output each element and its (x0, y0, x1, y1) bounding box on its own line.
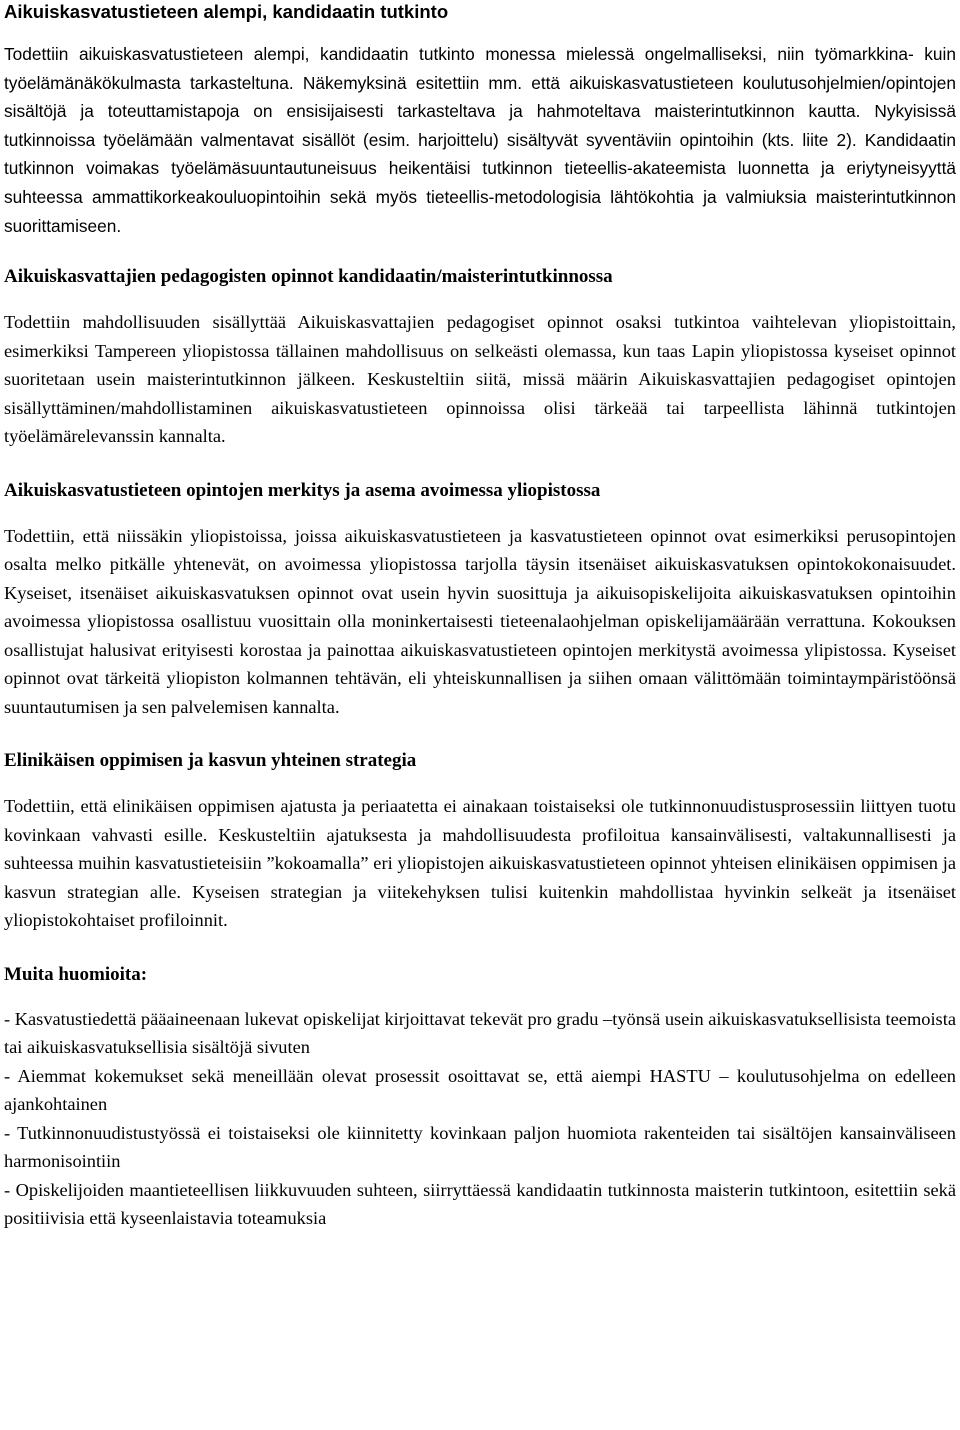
section-bachelor-degree (4, 0, 956, 240)
section-paragraph: Todettiin aikuiskasvatustieteen alempi, kandidaatin tutkinto monessa mielessä ongelmalliseksi, niin työmarkkina- kuin työelämänäkökulmasta tarkasteltuna. Näkemyksinä esitettiin mm. että aikuiskasvatustieteen koulutusohjelmien/opintojen sisältöjä ja toteuttamistapoja on ensisijaisesti tarkasteltava ja hahmoteltava maisterintutkinnon kautta. Nykyisissä tutkinnoissa työelämään valmentavat sisällöt (esim. harjoittelu) sisältyvät syventäviin opintoihin (kts. liite 2). Kandidaatin tutkinnon voimakas työelämäsuuntautuneisuus heikentäisi tutkinnon tieteellis-akateemista luonnetta ja eriytyneisyyttä suhteessa ammattikorkeakouluopintoihin sekä myös tieteellis-metodologisia lähtökohtia ja valmiuksia maisterintutkinnon suorittamiseen. (4, 44, 956, 236)
section-paragraph: Todettiin, että niissäkin yliopistoissa, joissa aikuiskasvatustieteen ja kasvatustieteen opinnot ovat esimerkiksi perusopintojen osalta melko pitkälle yhtenevät, on avoimessa yliopistossa tarjolla täysin itsenäiset aikuiskasvatuksen opintokokonaisuudet. Kyseiset, itsenäiset aikuiskasvatuksen opinnot ovat usein hyvin suosittuja ja aikuisopiskelijoita aikuiskasvatuksen opintoihin avoimessa yliopistossa osallistuu vuosittain olla moninkertaisesti tieteenalaohjelman opiskelijamäärään verrattuna. Kokouksen osallistujat halusivat erityisesti korostaa ja painottaa aikuiskasvatustieteen opintojen merkitystä avoimessa ylipistossa. Kyseiset opinnot ovat tärkeitä yliopiston kolmannen tehtävän, eli yhteiskunnallisen ja siihen omaan välittömään toimintaympäristöönsä suuntautumisen ja sen palvelemisen kannalta. (4, 525, 956, 717)
section-heading: Muita huomioita: (4, 963, 148, 985)
section-paragraph: Todettiin, että elinikäisen oppimisen ajatusta ja periaatetta ei ainakaan toistaiseksi ole tutkinnonuudistusprosessiin liittyen tuotu kovinkaan vahvasti esille. Keskusteltiin ajatuksesta ja mahdollisuudesta profiloitua kansainvälisesti, valtakunnallisesti ja suhteessa muihin kasvatustieteisiin ”kokoamalla” eri yliopistojen aikuiskasvatustieteen opinnot yhteisen elinikäisen oppimisen ja kasvun strategian alle. Kyseisen strategian ja viitekehyksen tulisi kuitenkin mahdollistaa hyvinkin selkeät ja itsenäiset yliopistokohtaiset profiloinnit. (4, 796, 956, 931)
section-heading: Aikuiskasvatustieteen alempi, kandidaatin tutkinto (4, 1, 449, 22)
section-heading: Elinikäisen oppimisen ja kasvun yhteinen strategia (4, 750, 417, 772)
list-item: - Tutkinnonuudistustyössä ei toistaiseksi ole kiinnitetty kovinkaan paljon huomiota rakenteiden tai sisältöjen kansainväliseen harmonisointiin (4, 1122, 956, 1172)
section-heading: Aikuiskasvattajien pedagogisten opinnot kandidaatin/maisterintutkinnossa (4, 266, 613, 288)
section-other-notes (4, 960, 956, 1233)
section-open-university (4, 476, 956, 722)
section-paragraph: Todettiin mahdollisuuden sisällyttää Aikuiskasvattajien pedagogiset opinnot osaksi tutkintoa vaihtelevan yliopistoittain, esimerkiksi Tampereen yliopistossa tällainen mahdollisuus on selkeästi olemassa, kun taas Lapin yliopistossa kyseiset opinnot suoritetaan usein maisterintutkinnon jälkeen. Keskusteltiin siitä, missä määrin Aikuiskasvattajien pedagogiset opintojen sisällyttäminen/mahdollistaminen aikuiskasvatustieteen opinnoissa olisi tärkeää tai tarpeellista lähinnä tutkintojen työelämärelevanssin kannalta. (4, 312, 956, 447)
list-item: - Kasvatustiedettä pääaineenaan lukevat opiskelijat kirjoittavat tekevät pro gradu –työnsä usein aikuiskasvatuksellisista teemoista tai aikuiskasvatuksellisia sisältöjä sivuten (4, 1008, 956, 1058)
section-lifelong-learning (4, 746, 956, 935)
section-pedagogical-studies (4, 262, 956, 451)
list-item: - Opiskelijoiden maantieteellisen liikkuvuuden suhteen, siirryttäessä kandidaatin tutkinnosta maisterin tutkintoon, esitettiin sekä positiivisia että kyseenlaistavia toteamuksia (4, 1179, 956, 1229)
notes-list (4, 1005, 956, 1233)
section-heading: Aikuiskasvatustieteen opintojen merkitys ja asema avoimessa yliopistossa (4, 479, 601, 501)
list-item: - Aiemmat kokemukset sekä meneillään olevat prosessit osoittavat se, että aiempi HASTU – koulutusohjelma on edelleen ajankohtainen (4, 1065, 956, 1115)
document-page (4, 0, 956, 1233)
